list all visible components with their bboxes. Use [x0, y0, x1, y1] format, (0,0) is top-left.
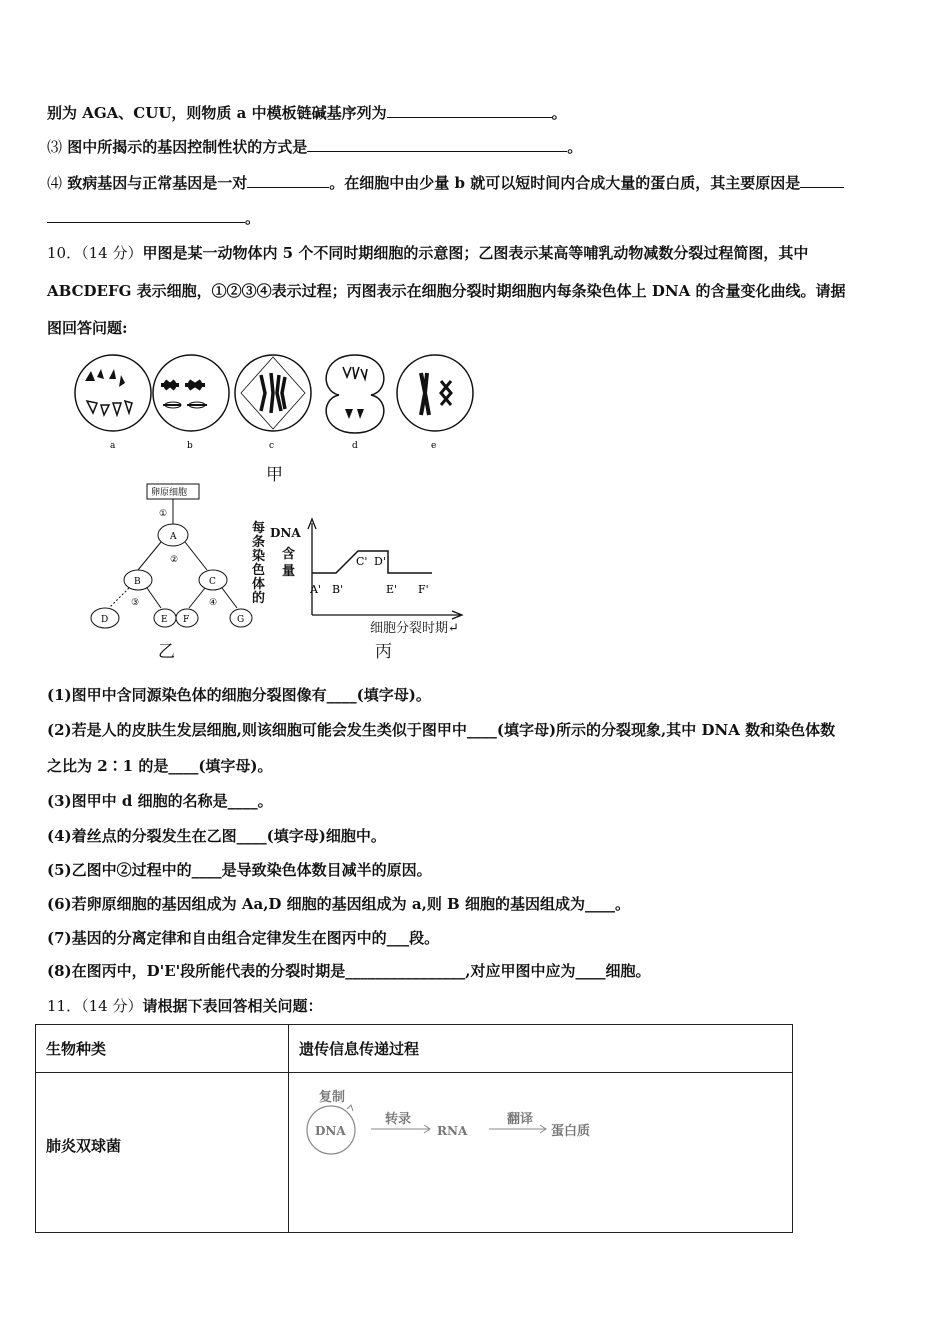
svg-text:E': E' — [386, 583, 398, 596]
svg-text:复制: 复制 — [319, 1090, 346, 1105]
q9-line-2-text: 图中所揭示的基因控制性状的方式是 — [67, 138, 308, 156]
answer-blank[interactable] — [47, 208, 245, 223]
question-number: 11．（14 分） — [47, 997, 143, 1015]
answer-blank[interactable] — [800, 173, 844, 188]
q9-line-2: ⑶ 图中所揭示的基因控制性状的方式是 。 — [47, 138, 583, 156]
figure-yi-caption: 乙 — [158, 642, 175, 662]
cell-d — [326, 355, 384, 433]
cell-b — [153, 355, 229, 431]
table-header-process: 遗传信息传递过程 — [289, 1025, 793, 1073]
figure-bing-chart — [300, 515, 470, 630]
table-header-row — [36, 1025, 793, 1073]
svg-text:卵原细胞: 卵原细胞 — [151, 488, 188, 498]
q11-stem: 11．（14 分）请根据下表回答相关问题： — [47, 997, 323, 1015]
table-cell-species: 肺炎双球菌 — [36, 1073, 289, 1233]
cell-e — [397, 355, 473, 431]
svg-text:c: c — [269, 441, 275, 451]
svg-text:a: a — [110, 441, 116, 451]
svg-text:d: d — [352, 441, 358, 451]
svg-text:①: ① — [159, 509, 168, 519]
q10-stem-1: 10．（14 分）甲图是某一动物体内 5 个不同时期细胞的示意图；乙图表示某高等哺乳动物减数分裂过程简图，其中 — [47, 244, 809, 262]
q9-line-1: 别为 AGA、CUU，则物质 a 中模板链碱基序列为 。 — [47, 104, 567, 122]
q11-table — [35, 1024, 793, 1233]
svg-text:③: ③ — [131, 598, 140, 608]
cell-a — [75, 355, 151, 431]
q10-sub-5: (5)乙图中②过程中的____是导致染色体数目减半的原因。 — [47, 861, 432, 879]
q10-sub-8: (8)在图丙中，D'E'段所能代表的分裂时期是________________,对应甲图中应为____细胞。 — [47, 962, 651, 980]
q9-line-3-text: 致病基因与正常基因是一对 — [67, 174, 248, 192]
svg-text:D: D — [101, 615, 109, 625]
svg-text:RNA: RNA — [437, 1124, 468, 1138]
svg-text:b: b — [187, 441, 193, 451]
svg-text:B': B' — [332, 583, 344, 596]
figure-bing-caption: 丙 — [375, 642, 392, 662]
svg-text:翻译: 翻译 — [507, 1112, 534, 1127]
svg-text:A': A' — [310, 583, 321, 596]
q10-sub-1: (1)图甲中含同源染色体的细胞分裂图像有____(填字母)。 — [47, 686, 431, 704]
table-header-species: 生物种类 — [36, 1025, 289, 1073]
figure-jia-caption: 甲 — [266, 465, 283, 485]
svg-text:②: ② — [170, 555, 179, 565]
q10-sub-2: (2)若是人的皮肤生发层细胞,则该细胞可能会发生类似于图甲中____(填字母)所示的分裂现象,其中 DNA 数和染色体数 — [47, 721, 836, 739]
svg-text:B: B — [134, 577, 141, 587]
table-cell-process — [289, 1073, 793, 1233]
q9-line-3: ⑷ 致病基因与正常基因是一对 。在细胞中由少量 b 就可以短时间内合成大量的蛋白质，其主要原因是 — [47, 173, 844, 193]
q10-sub-4: (4)着丝点的分裂发生在乙图____(填字母)细胞中。 — [47, 827, 386, 845]
q10-sub-6: (6)若卵原细胞的基因组成为 Aa,D 细胞的基因组成为 a,则 B 细胞的基因组成为____。 — [47, 895, 630, 913]
question-number: 10．（14 分） — [47, 244, 143, 262]
svg-text:蛋白质: 蛋白质 — [551, 1124, 591, 1139]
figure-bing-ylabel: 每条染色体的 — [252, 521, 266, 606]
figure-jia — [65, 345, 485, 455]
q10-sub-7: (7)基因的分离定律和自由组合定律发生在图丙中的___段。 — [47, 929, 440, 947]
svg-text:转录: 转录 — [385, 1112, 412, 1127]
svg-text:④: ④ — [209, 598, 218, 608]
answer-blank[interactable] — [387, 103, 552, 118]
svg-text:C: C — [209, 577, 216, 587]
svg-text:F': F' — [418, 583, 429, 596]
answer-blank[interactable] — [307, 137, 567, 152]
cell-c — [235, 355, 311, 431]
q10-sub-2-cont: 之比为 2∶1 的是____(填字母)。 — [47, 757, 273, 775]
q9-line-1-text: 别为 AGA、CUU，则物质 a 中模板链碱基序列为 — [47, 104, 387, 122]
table-row — [36, 1073, 793, 1233]
answer-blank[interactable] — [247, 173, 329, 188]
q9-line-4: 。 — [47, 208, 260, 228]
central-dogma-diagram — [289, 1073, 609, 1163]
q10-sub-3: (3)图甲中 d 细胞的名称是____。 — [47, 792, 273, 810]
q10-stem-2: ABCDEFG 表示细胞，①②③④表示过程；丙图表示在细胞分裂时期细胞内每条染色体上 DNA 的含量变化曲线。请据 — [47, 282, 846, 300]
svg-text:e: e — [431, 441, 437, 451]
svg-text:DNA: DNA — [315, 1124, 346, 1138]
q10-stem-3: 图回答问题: — [47, 319, 128, 337]
svg-text:C': C' — [356, 555, 368, 568]
svg-text:G: G — [237, 615, 245, 625]
figure-bing-xlabel: 细胞分裂时期↵ — [370, 621, 459, 636]
svg-text:E: E — [161, 615, 168, 625]
svg-text:A: A — [170, 532, 177, 542]
figure-yi — [85, 480, 260, 632]
svg-text:D': D' — [374, 555, 386, 568]
svg-text:F: F — [183, 615, 190, 625]
